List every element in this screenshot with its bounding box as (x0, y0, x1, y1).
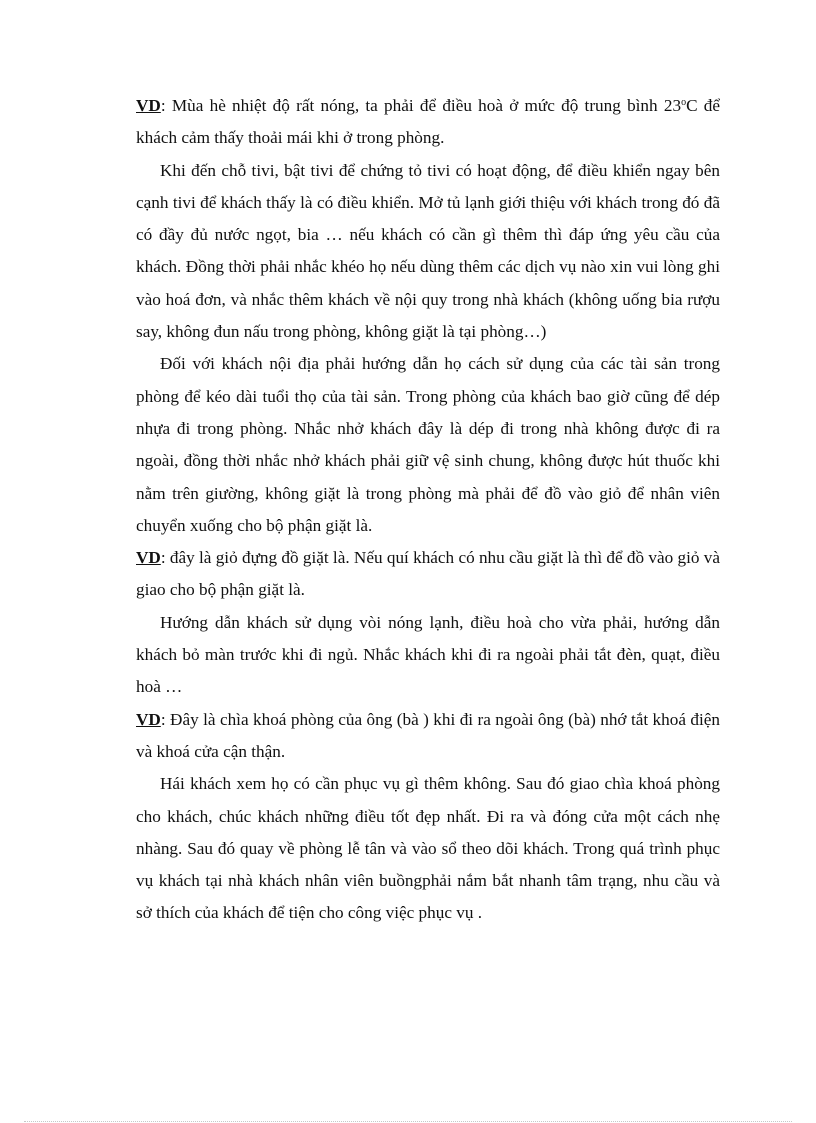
paragraph-example-room-key (136, 704, 720, 769)
paragraph-example-laundry (136, 542, 720, 607)
paragraph-example-temperature (136, 90, 720, 155)
paragraph-closing: Hái khách xem họ có cần phục vụ gì thêm không. Sau đó giao chìa khoá phòng cho khách, chúc khách những điều tốt đẹp nhất. Đi ra và đóng cửa một cách nhẹ nhàng. Sau đó quay về phòng lễ tân và vào sổ theo dõi khách. Trong quá trình phục vụ khách tại nhà khách nhân viên buồngphải nắm bắt nhanh tâm trạng, nhu cầu và sở thích của khách để tiện cho công việc phục vụ . (136, 774, 720, 923)
paragraph-domestic-guests: Đối với khách nội địa phải hướng dẫn họ cách sử dụng của các tài sản trong phòng để kéo dài tuổi thọ của tài sản. Trong phòng của khách bao giờ cũng để dép nhựa đi trong phòng. Nhắc nhở khách đây là dép đi trong nhà không được đi ra ngoài, đồng thời nhắc nhở khách phải giữ vệ sinh chung, không được hút thuốc khi nằm trên giường, không giặt là trong phòng mà phải để đồ vào giỏ để nhân viên chuyển xuống cho bộ phận giặt là. (136, 354, 720, 535)
degree-superscript: o (681, 97, 687, 108)
paragraph-water-heater: Hướng dẫn khách sử dụng vòi nóng lạnh, điều hoà cho vừa phải, hướng dẫn khách bỏ màn trước khi đi ngủ. Nhắc khách khi đi ra ngoài phải tắt đèn, quạt, điều hoà … (136, 612, 720, 697)
paragraph-tv-fridge: Khi đến chỗ tivi, bật tivi để chứng tỏ tivi có hoạt động, để điều khiển ngay bên cạnh tivi để khách thấy là có điều khiển. Mở tủ lạnh giới thiệu với khách trong đó đã có đầy đủ nước ngọt, bia … nếu khách có cần gì thêm thì đáp ứng yêu cầu của khách. Đồng thời phải nhắc khéo họ nếu dùng thêm các dịch vụ nào xin vui lòng ghi vào hoá đơn, và nhắc thêm khách về nội quy trong nhà khách (không uống bia rượu say, không đun nấu trong phòng, không giặt là tại phòng…) (136, 160, 720, 342)
example-label: VD (136, 548, 161, 568)
example-label: VD (136, 96, 161, 115)
paragraph-text: C để khách cảm thấy thoải mái khi ở trong phòng. (136, 96, 720, 148)
paragraph-text: : Đây là chìa khoá phòng của ông (bà ) khi đi ra ngoài ông (bà) nhớ tắt khoá điện và khoá cửa cận thận. (136, 709, 720, 761)
paragraph-text: : đây là giỏ đựng đồ giặt là. Nếu quí khách có nhu cầu giặt là thì để đồ vào giỏ và giao cho bộ phận giặt là. (136, 548, 721, 600)
page-bottom-divider (24, 1121, 792, 1122)
document-body (136, 90, 720, 930)
paragraph-text: : Mùa hè nhiệt độ rất nóng, ta phải để điều hoà ở mức độ trung bình 23 (160, 96, 682, 115)
example-label: VD (136, 709, 161, 729)
